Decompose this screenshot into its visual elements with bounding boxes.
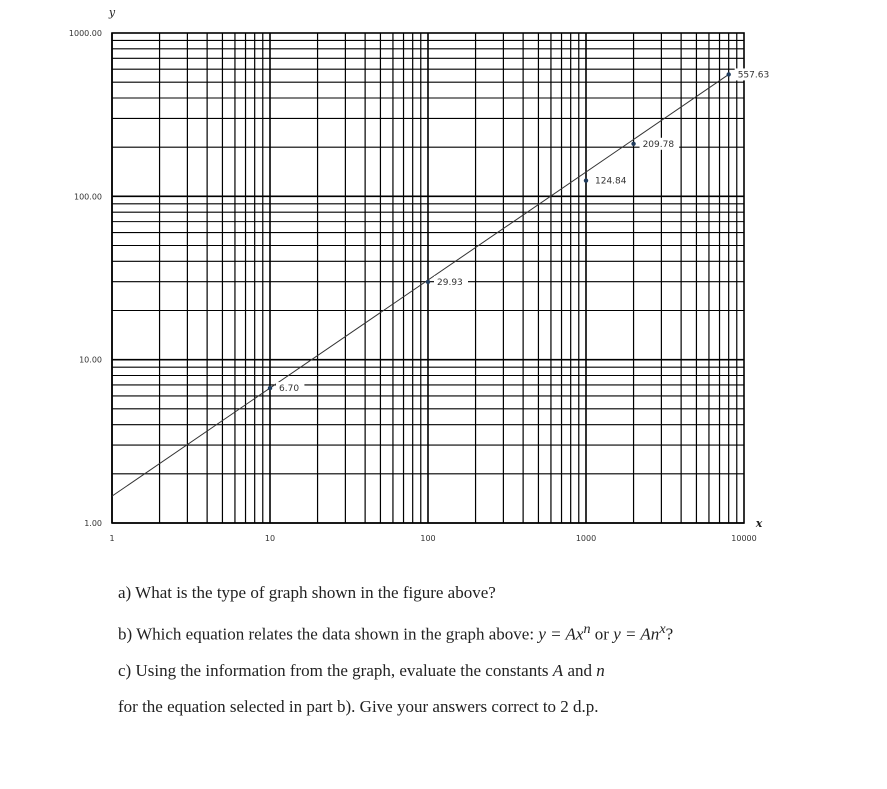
y-tick-label: 1.00 bbox=[84, 519, 102, 528]
question-a bbox=[118, 575, 868, 611]
x-tick-label: 10000 bbox=[731, 534, 757, 543]
question-c-continued-text: for the equation selected in part b). Give your answers correct to 2 d.p. bbox=[118, 696, 599, 716]
data-point bbox=[631, 142, 635, 146]
y-tick-label: 100.00 bbox=[74, 192, 102, 202]
equation-power-exponent: n bbox=[583, 621, 591, 637]
data-point bbox=[268, 386, 272, 390]
question-c-continued bbox=[118, 689, 868, 725]
data-label: 124.84 bbox=[595, 176, 627, 187]
equation-power: y = Ax bbox=[538, 624, 584, 644]
data-label: 6.70 bbox=[279, 384, 300, 395]
question-c-and: and bbox=[563, 660, 597, 680]
constant-n: n bbox=[596, 660, 605, 680]
constant-A: A bbox=[552, 660, 564, 680]
y-tick-label: 1000.00 bbox=[68, 29, 102, 38]
question-b-end: ? bbox=[665, 624, 674, 644]
y-tick-label: 10.00 bbox=[79, 355, 102, 365]
data-points bbox=[268, 68, 774, 394]
question-c bbox=[118, 653, 868, 689]
data-label: 29.93 bbox=[437, 277, 463, 288]
data-point bbox=[426, 280, 430, 284]
data-label: 557.63 bbox=[737, 70, 770, 81]
question-b-text: b) Which equation relates the data shown in the graph above: bbox=[118, 624, 539, 644]
x-axis-label: x bbox=[755, 517, 763, 530]
question-b bbox=[118, 611, 868, 653]
x-tick-label: 1 bbox=[109, 534, 115, 543]
y-axis-label: y bbox=[108, 6, 116, 19]
equation-exponential: y = An bbox=[613, 624, 660, 644]
equation-exponential-exponent: x bbox=[659, 621, 666, 637]
grid-lines bbox=[112, 33, 744, 523]
data-point bbox=[726, 72, 730, 76]
x-tick-label: 100 bbox=[420, 534, 436, 543]
question-block bbox=[118, 575, 868, 725]
question-c-text: c) Using the information from the graph, evaluate the constants bbox=[118, 660, 553, 680]
question-b-or: or bbox=[590, 624, 614, 644]
data-label: 209.78 bbox=[642, 139, 675, 150]
x-tick-label: 10 bbox=[264, 534, 276, 543]
x-tick-label: 1000 bbox=[575, 534, 597, 543]
data-point bbox=[584, 178, 588, 182]
question-a-text: a) What is the type of graph shown in the figure above? bbox=[118, 583, 496, 602]
